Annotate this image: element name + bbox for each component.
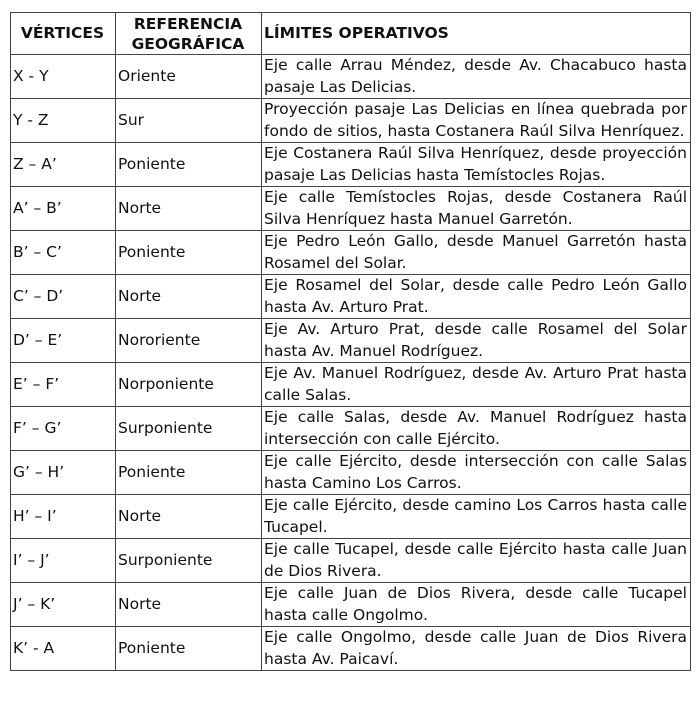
table-row xyxy=(11,583,691,627)
table-row xyxy=(11,627,691,671)
table-row xyxy=(11,363,691,407)
vertices-cell: J’ – K’ xyxy=(11,583,116,627)
table-row xyxy=(11,407,691,451)
vertices-cell: I’ – J’ xyxy=(11,539,116,583)
table-row xyxy=(11,99,691,143)
table-row xyxy=(11,143,691,187)
reference-cell: Norponiente xyxy=(116,363,262,407)
table-row xyxy=(11,495,691,539)
reference-cell: Oriente xyxy=(116,55,262,99)
reference-cell: Norte xyxy=(116,583,262,627)
reference-cell: Norte xyxy=(116,495,262,539)
vertices-cell: E’ – F’ xyxy=(11,363,116,407)
reference-cell: Poniente xyxy=(116,627,262,671)
table-row xyxy=(11,539,691,583)
header-row xyxy=(11,13,691,55)
vertices-cell: Y - Z xyxy=(11,99,116,143)
vertices-cell: K’ - A xyxy=(11,627,116,671)
reference-cell: Surponiente xyxy=(116,407,262,451)
vertices-cell: H’ – I’ xyxy=(11,495,116,539)
limits-cell: Eje calle Salas, desde Av. Manuel Rodríguez hasta intersección con calle Ejército. xyxy=(262,407,691,451)
table-row xyxy=(11,451,691,495)
table-row xyxy=(11,275,691,319)
table-row xyxy=(11,319,691,363)
reference-cell: Surponiente xyxy=(116,539,262,583)
limits-cell: Eje calle Tucapel, desde calle Ejército hasta calle Juan de Dios Rivera. xyxy=(262,539,691,583)
vertices-cell: X - Y xyxy=(11,55,116,99)
limits-cell: Eje Av. Arturo Prat, desde calle Rosamel del Solar hasta Av. Manuel Rodríguez. xyxy=(262,319,691,363)
limits-cell: Eje Costanera Raúl Silva Henríquez, desde proyección pasaje Las Delicias hasta Temístocles Rojas. xyxy=(262,143,691,187)
limits-cell: Eje calle Ongolmo, desde calle Juan de Dios Rivera hasta Av. Paicaví. xyxy=(262,627,691,671)
limits-table xyxy=(10,12,691,671)
limits-cell: Eje Av. Manuel Rodríguez, desde Av. Arturo Prat hasta calle Salas. xyxy=(262,363,691,407)
limits-cell: Eje calle Arrau Méndez, desde Av. Chacabuco hasta pasaje Las Delicias. xyxy=(262,55,691,99)
vertices-cell: B’ – C’ xyxy=(11,231,116,275)
limits-cell: Eje calle Temístocles Rojas, desde Costanera Raúl Silva Henríquez hasta Manuel Garretón. xyxy=(262,187,691,231)
table-row xyxy=(11,187,691,231)
vertices-cell: Z – A’ xyxy=(11,143,116,187)
reference-cell: Poniente xyxy=(116,451,262,495)
vertices-cell: D’ – E’ xyxy=(11,319,116,363)
reference-cell: Poniente xyxy=(116,143,262,187)
header-limites: LÍMITES OPERATIVOS xyxy=(262,13,691,55)
vertices-cell: F’ – G’ xyxy=(11,407,116,451)
vertices-cell: G’ – H’ xyxy=(11,451,116,495)
vertices-cell: A’ – B’ xyxy=(11,187,116,231)
reference-cell: Sur xyxy=(116,99,262,143)
table-row xyxy=(11,231,691,275)
header-vertices: VÉRTICES xyxy=(11,13,116,55)
limits-cell: Eje calle Ejército, desde intersección con calle Salas hasta Camino Los Carros. xyxy=(262,451,691,495)
limits-cell: Eje Pedro León Gallo, desde Manuel Garretón hasta Rosamel del Solar. xyxy=(262,231,691,275)
vertices-cell: C’ – D’ xyxy=(11,275,116,319)
header-referencia: REFERENCIA GEOGRÁFICA xyxy=(116,13,262,55)
limits-cell: Eje Rosamel del Solar, desde calle Pedro León Gallo hasta Av. Arturo Prat. xyxy=(262,275,691,319)
table-row xyxy=(11,55,691,99)
reference-cell: Poniente xyxy=(116,231,262,275)
reference-cell: Norte xyxy=(116,275,262,319)
reference-cell: Norte xyxy=(116,187,262,231)
limits-cell: Eje calle Juan de Dios Rivera, desde calle Tucapel hasta calle Ongolmo. xyxy=(262,583,691,627)
limits-cell: Eje calle Ejército, desde camino Los Carros hasta calle Tucapel. xyxy=(262,495,691,539)
reference-cell: Nororiente xyxy=(116,319,262,363)
limits-cell: Proyección pasaje Las Delicias en línea quebrada por fondo de sitios, hasta Costanera Raúl Silva Henríquez. xyxy=(262,99,691,143)
